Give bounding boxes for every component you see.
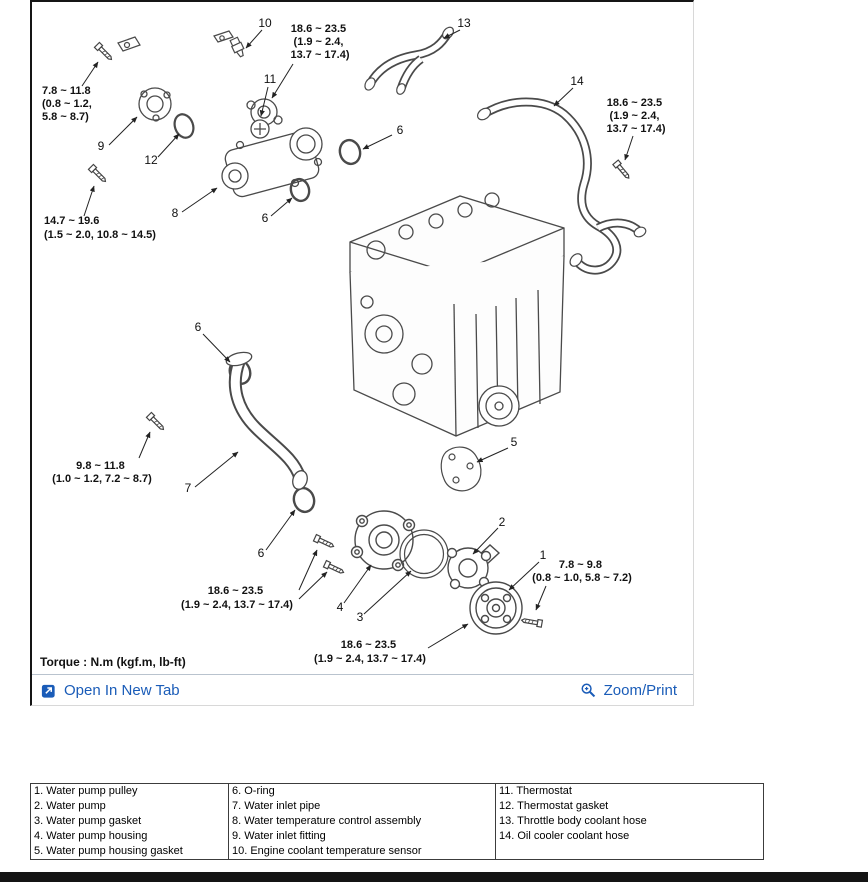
callout-12: 12: [144, 153, 158, 167]
legend-cell: 10. Engine coolant temperature sensor: [229, 844, 496, 860]
callout-10: 10: [258, 16, 272, 30]
engine-block: [350, 193, 564, 436]
exploded-diagram: [32, 2, 693, 675]
diagram-panel: [30, 0, 694, 706]
torque-units-note: Torque : N.m (kgf.m, lb-ft): [40, 655, 186, 669]
open-in-new-tab-label: Open In New Tab: [64, 681, 180, 699]
callout-9: 9: [97, 139, 105, 153]
torque-label-pulley: 7.8 ~ 9.8 (0.8 ~ 1.0, 5.8 ~ 7.2): [532, 559, 632, 584]
legend-cell: 12. Thermostat gasket: [496, 799, 764, 814]
coolant-temp-sensor: [229, 37, 246, 58]
torque-label-right: 18.6 ~ 23.5 (1.9 ~ 2.4, 13.7 ~ 17.4): [606, 97, 666, 135]
callout-2: 2: [498, 515, 506, 529]
callout-6: 6: [257, 546, 265, 560]
open-in-new-tab-link[interactable]: [40, 682, 180, 699]
legend-cell: 9. Water inlet fitting: [229, 829, 496, 844]
legend-row: [31, 814, 764, 829]
o-ring: [337, 138, 363, 166]
callout-8: 8: [171, 206, 179, 220]
parts-legend-table: [30, 783, 764, 860]
torque-label-left-mid: 14.7 ~ 19.6 (1.5 ~ 2.0, 10.8 ~ 14.5): [44, 215, 156, 241]
legend-cell: [496, 844, 764, 860]
zoom-print-label: Zoom/Print: [603, 681, 677, 699]
callout-1: 1: [539, 548, 547, 562]
callout-13: 13: [457, 16, 471, 30]
legend-row: [31, 844, 764, 860]
legend-row: [31, 784, 764, 800]
torque-label-left-upper: 7.8 ~ 11.8 (0.8 ~ 1.2, 5.8 ~ 8.7): [42, 85, 92, 123]
callout-7: 7: [184, 481, 192, 495]
callout-6: 6: [261, 211, 269, 225]
torque-label-top: 18.6 ~ 23.5 (1.9 ~ 2.4, 13.7 ~ 17.4): [290, 23, 350, 61]
thermostat-gasket: [171, 112, 196, 141]
torque-label-left-lower: 9.8 ~ 11.8 (1.0 ~ 1.2, 7.2 ~ 8.7): [52, 460, 152, 485]
legend-cell: 2. Water pump: [34, 800, 106, 812]
torque-label-pump-bolts: 18.6 ~ 23.5 (1.9 ~ 2.4, 13.7 ~ 17.4): [181, 585, 293, 611]
callout-11: 11: [263, 72, 277, 86]
legend-cell: 8. Water temperature control assembly: [229, 814, 496, 829]
legend-cell: 7. Water inlet pipe: [229, 799, 496, 814]
water-pump-pulley: [470, 582, 522, 634]
viewer-toolbar: [32, 674, 693, 705]
legend-cell: 14. Oil cooler coolant hose: [496, 829, 764, 844]
throttle-body-coolant-hose: [363, 25, 456, 96]
bottom-black-bar: [0, 872, 868, 882]
open-in-new-tab-icon: [40, 682, 57, 699]
legend-row: [31, 799, 764, 814]
legend-cell: 11. Thermostat: [496, 784, 764, 800]
zoom-magnifier-icon: [580, 682, 597, 699]
thermostat: [251, 120, 269, 138]
torque-label-bottom: 18.6 ~ 23.5 (1.9 ~ 2.4, 13.7 ~ 17.4): [314, 639, 426, 665]
legend-cell: 4. Water pump housing: [34, 830, 148, 842]
callout-6: 6: [194, 320, 202, 334]
legend-cell: 13. Throttle body coolant hose: [496, 814, 764, 829]
zoom-print-link[interactable]: [580, 682, 677, 699]
water-pump-housing-gasket: [441, 447, 481, 491]
legend-cell: 3. Water pump gasket: [34, 815, 142, 827]
callout-5: 5: [510, 435, 518, 449]
water-pump-housing: [352, 511, 415, 571]
o-ring: [291, 486, 317, 514]
callout-3: 3: [356, 610, 364, 624]
water-inlet-pipe: [225, 350, 310, 491]
legend-cell: 1. Water pump pulley: [34, 785, 138, 797]
callout-14: 14: [570, 74, 584, 88]
water-inlet-fitting: [139, 88, 171, 121]
legend-row: [31, 829, 764, 844]
legend-cell: 5. Water pump housing gasket: [34, 845, 183, 857]
callout-6: 6: [396, 123, 404, 137]
callout-4: 4: [336, 600, 344, 614]
clamp-plate: [118, 37, 140, 51]
legend-cell: 6. O-ring: [229, 784, 496, 800]
